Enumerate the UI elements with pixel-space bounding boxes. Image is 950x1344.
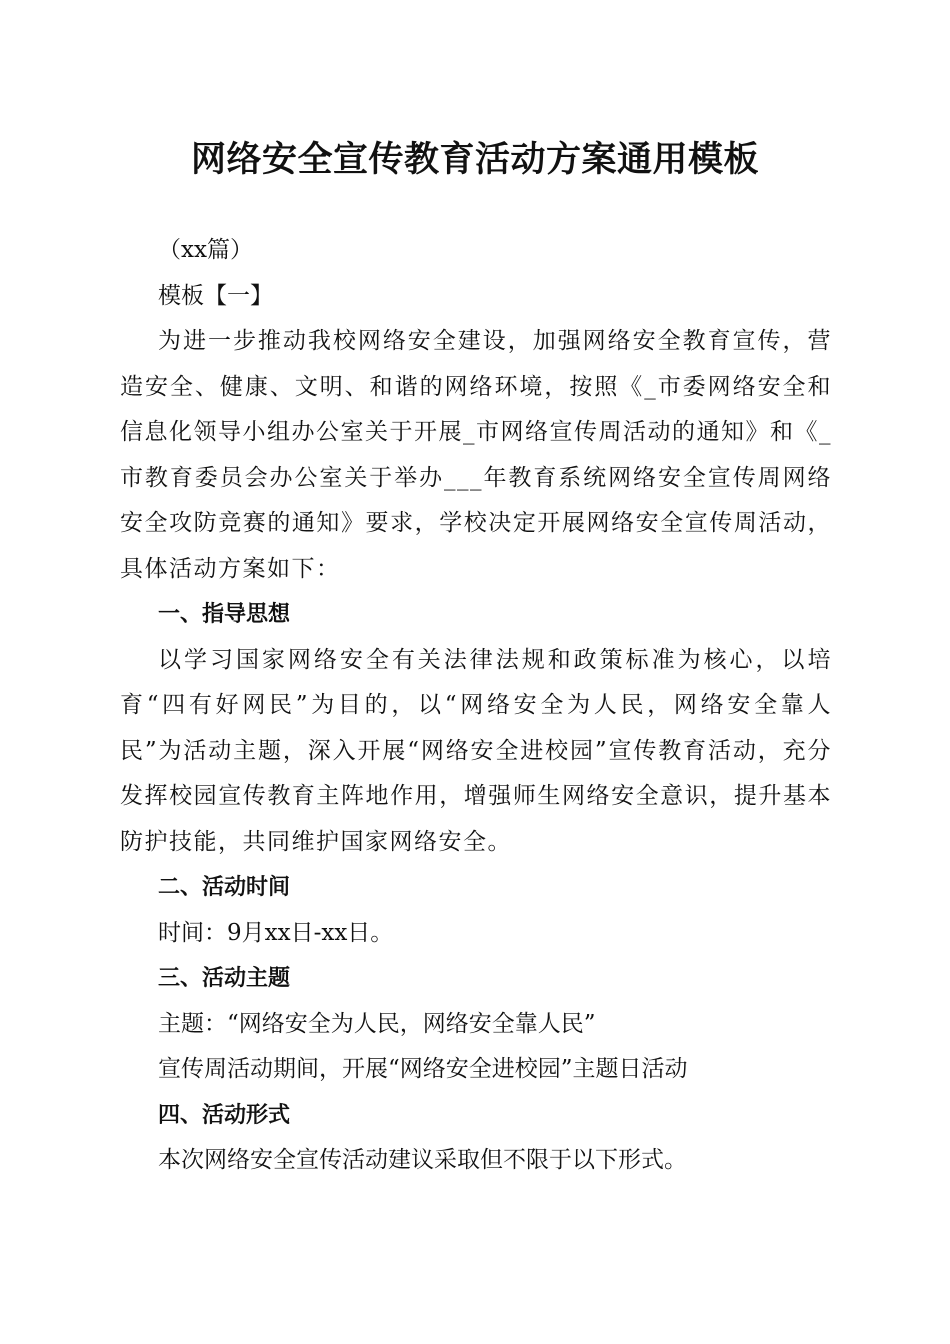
document-subtitle: （xx篇） [158, 237, 253, 263]
template-label: 模板【一】 [158, 282, 273, 309]
section-heading-activity-form: 四、活动形式 [158, 1102, 291, 1128]
section-heading-activity-time: 二、活动时间 [158, 875, 291, 900]
section-heading-guiding-ideology: 一、指导思想 [158, 602, 291, 627]
section-paragraph-guiding-ideology: 以学习国家网络安全有关法律法规和政策标准为核心，以培育“四有好网民”为目的，以“网络安全为人民，网络安全靠人民”为活动主题，深入开展“网络安全进校园”宣传教育活动，充分发挥校园宣传教育主阵地作用，增强师生网络安全意识，提升基本防护技能，共同维护国家网络安全。 [120, 646, 832, 855]
section-paragraph-activity-time: 时间：9月xx日-xx日。 [158, 919, 394, 946]
intro-paragraph: 为进一步推动我校网络安全建设，加强网络安全教育宣传，营造安全、健康、文明、和谐的网络环境，按照《_市委网络安全和信息化领导小组办公室关于开展_市网络宣传周活动的通知》和《_市教育委员会办公室关于举办___年教育系统网络安全宣传周网络安全攻防竞赛的通知》要求，学校决定开展网络安全宣传周活动，具体活动方案如下： [120, 328, 832, 582]
section-paragraph-activity-theme: 主题：“网络安全为人民，网络安全靠人民” [158, 1010, 596, 1037]
document-body [120, 228, 832, 1184]
section-paragraph-activity-form: 本次网络安全宣传活动建议采取但不限于以下形式。 [158, 1147, 687, 1173]
document-title: 网络安全宣传教育活动方案通用模板 [190, 139, 759, 180]
section-paragraph-theme-day: 宣传周活动期间，开展“网络安全进校园”主题日活动 [158, 1056, 688, 1082]
section-heading-activity-theme: 三、活动主题 [158, 966, 291, 991]
